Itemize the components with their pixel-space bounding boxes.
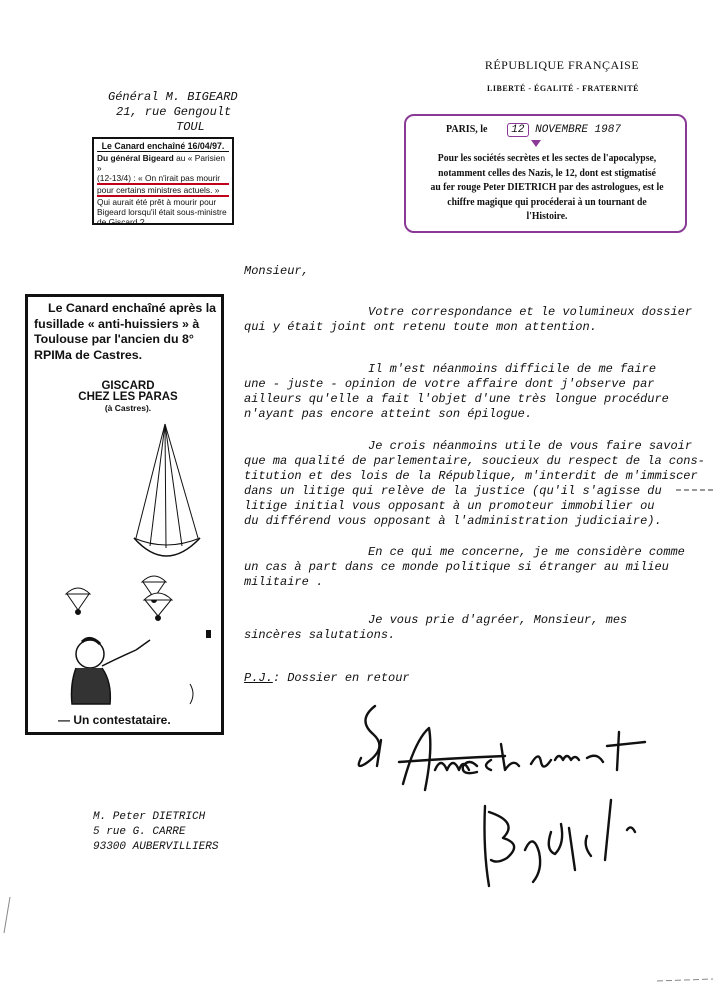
sender-street: 21, rue Gengoult	[116, 105, 232, 119]
republic-motto: LIBERTÉ - ÉGALITÉ - FRATERNITÉ	[487, 84, 639, 93]
cartoon-mark	[206, 630, 211, 638]
cartoon-caption: — Un contestataire.	[58, 713, 171, 727]
annotation-line: chiffre magique qui procéderai à un tournant de	[447, 195, 647, 208]
letter-date	[446, 123, 621, 137]
clipping-small-line2: (12-13/4) : « On n'irait pas mourir	[97, 173, 229, 185]
date-month-year: NOVEMBRE 1987	[535, 124, 621, 136]
press-clipping-small	[92, 137, 234, 225]
paragraph-1-line: Votre correspondance et le volumineux dossier	[368, 305, 693, 319]
cartoon-title	[58, 381, 198, 414]
salutation: Monsieur,	[244, 264, 309, 278]
paragraph-2-line: une - juste - opinion de votre affaire dont j'observe par	[244, 377, 655, 391]
cartoon-title-line: CHEZ LES PARAS	[78, 391, 178, 403]
clipping-small-line3: pour certains ministres actuels. »	[97, 185, 229, 197]
date-day-highlight: 12	[507, 123, 528, 137]
date-city: PARIS, le	[446, 124, 488, 135]
paragraph-3-line: titution et des lois de la République, m'interdit de m'immiscer	[244, 469, 698, 483]
scan-artifact	[655, 975, 715, 985]
date-callout-pointer	[531, 140, 541, 147]
paragraph-5-line: Je vous prie d'agréer, Monsieur, mes	[368, 613, 628, 627]
enclosure-text: : Dossier en retour	[272, 671, 410, 685]
paragraph-2-line: ailleurs qu'elle a fait l'objet d'une très longue procédure	[244, 392, 669, 406]
paragraph-1-line: qui y était joint ont retenu toute mon attention.	[244, 320, 597, 334]
annotation-line: au fer rouge Peter DIETRICH par des astrologues, est le	[430, 181, 664, 193]
headline-line: Toulouse par l'ancien du 8°	[34, 332, 194, 346]
recipient-address	[93, 810, 218, 855]
cartoon-subtitle: (à Castres).	[104, 403, 152, 413]
paragraph-2-line: n'ayant pas encore atteint son épilogue.	[244, 407, 533, 421]
sender-name: Général M. BIGEARD	[108, 90, 238, 104]
paragraph-3-line: litige initial vous opposant à un promoteur immobilier ou	[244, 499, 655, 513]
recipient-name: M. Peter DIETRICH	[93, 811, 206, 823]
paragraph-4-line: En ce qui me concerne, je me considère comme	[368, 545, 685, 559]
scan-artifact	[2, 895, 12, 935]
annotation-line: Pour les sociétés secrètes et les sectes de l'apocalypse,	[437, 152, 657, 164]
paragraph-4-line: un cas à part dans ce monde politique si étranger au milieu	[244, 560, 669, 574]
enclosure-note	[244, 671, 410, 686]
sender-city: TOUL	[176, 120, 205, 134]
recipient-street: 5 rue G. CARRE	[93, 826, 186, 838]
recipient-city: 93300 AUBERVILLIERS	[93, 841, 219, 853]
paragraph-3-line: du différend vous opposant à l'administration judiciaire).	[244, 514, 662, 528]
paragraph-5-line: sincères salutations.	[244, 628, 396, 642]
clipping-small-line1: Du général Bigeard au « Parisien »	[97, 153, 226, 173]
republic-header: RÉPUBLIQUE FRANÇAISE	[484, 58, 640, 72]
paragraph-3-line: Je crois néanmoins utile de vous faire savoir	[368, 439, 693, 453]
annotation-line: l'Histoire.	[526, 210, 568, 222]
cartoon-title-line: GISCARD	[101, 380, 155, 392]
handwritten-signature	[355, 700, 685, 920]
annotation-text	[428, 151, 666, 224]
paragraph-3-line: dans un litige qui relève de la justice (qu'il s'agisse du	[244, 484, 662, 498]
clipping-small-line4: Qui aurait été prêt à mourir pour	[97, 197, 217, 207]
enclosure-label: P.J.	[244, 671, 273, 685]
clipping-small-line5: Bigeard lorsqu'il était sous-ministre	[97, 207, 227, 217]
clipping-large-headline	[34, 301, 222, 363]
paragraph-4-line: militaire .	[244, 575, 324, 589]
headline-line: fusillade « anti-huissiers » à	[34, 316, 200, 331]
clipping-small-line6: de Giscard ?	[97, 217, 145, 227]
sender-address	[108, 90, 238, 135]
paragraph-2-line: Il m'est néanmoins difficile de me faire	[368, 362, 657, 376]
headline-line: RPIMa de Castres.	[34, 347, 143, 362]
paragraph-3-line: que ma qualité de parlementaire, soucieux du respect de la cons-	[244, 454, 705, 468]
clipping-small-headline: Le Canard enchaîné 16/04/97.	[97, 141, 229, 152]
annotation-line: notamment celles des Nazis, le 12, dont est stigmatisé	[438, 166, 656, 179]
headline-line: Le Canard enchaîné après la	[48, 301, 217, 315]
cartoon-illustration	[40, 414, 215, 709]
margin-mark	[676, 487, 716, 493]
